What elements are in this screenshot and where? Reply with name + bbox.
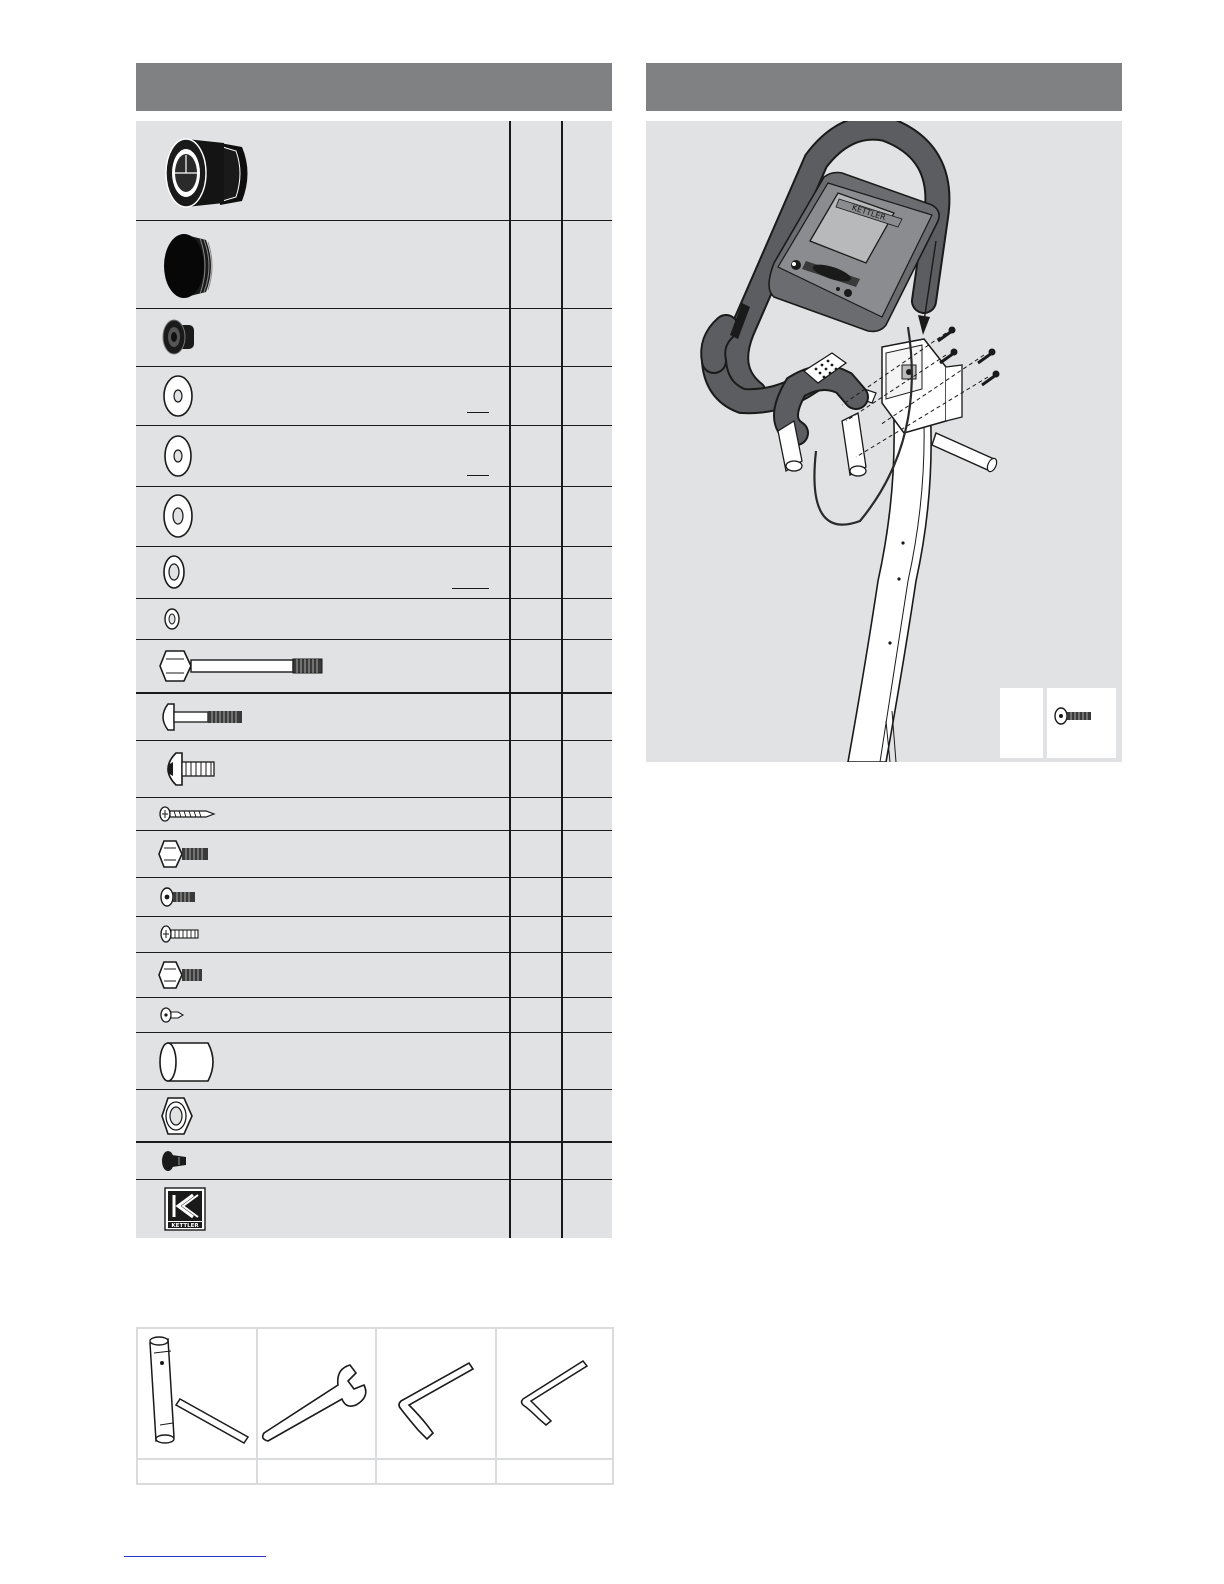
parts-list-row [136, 1089, 612, 1141]
parts-list-row [136, 692, 612, 740]
variant-box [467, 396, 489, 413]
open-end-wrench-icon [258, 1329, 375, 1458]
console-brand-text: KETTLER [850, 202, 887, 223]
parts-list-row [136, 546, 612, 598]
socket-wrench-icon [138, 1329, 256, 1458]
tool-cell [138, 1329, 256, 1458]
lock-nut-icon [158, 1096, 198, 1136]
allen-key-small-icon [497, 1329, 612, 1458]
parts-list-table [136, 121, 612, 1238]
parts-list-row [136, 830, 612, 877]
small-screw-icon [158, 1004, 188, 1026]
inset-quantity-box [1000, 688, 1043, 758]
rivet-icon [158, 1149, 194, 1173]
countersunk-screw-icon [1047, 688, 1116, 758]
end-cap-large-icon [158, 131, 258, 215]
phillips-screw-icon [158, 923, 202, 945]
hex-bolt-short-icon [158, 960, 206, 990]
assembly-step-header [646, 63, 1122, 111]
washer-icon [158, 552, 198, 592]
parts-list-row [136, 220, 612, 308]
small-washer-icon [158, 606, 188, 632]
parts-list-row [136, 366, 612, 425]
parts-list-row [136, 916, 612, 952]
parts-list-row [136, 425, 612, 486]
parts-list-row [136, 598, 612, 639]
hex-bolt-icon [158, 839, 212, 869]
parts-list-row [136, 1032, 612, 1089]
parts-list-header [136, 63, 612, 111]
parts-list-row [136, 121, 612, 220]
spacer-sleeve-icon [158, 1040, 220, 1084]
wood-screw-icon [158, 805, 218, 823]
round-cap-black-icon [158, 230, 228, 302]
socket-screw-icon [158, 885, 202, 909]
variant-box [467, 459, 489, 476]
button-head-screw-icon [158, 749, 218, 789]
tool-cell [377, 1329, 495, 1458]
tool-label-divider [138, 1458, 612, 1460]
long-hex-bolt-icon [158, 648, 328, 684]
tool-cell [258, 1329, 375, 1458]
inset-part-box [1047, 688, 1116, 758]
washer-icon [158, 433, 198, 479]
tools-panel [136, 1327, 614, 1485]
parts-list-row [136, 797, 612, 830]
parts-list-row [136, 1141, 612, 1179]
kettler-logo-text: KETTLER [171, 1223, 199, 1229]
small-plug-icon [158, 317, 208, 359]
parts-list-row [136, 308, 612, 366]
parts-list-row [136, 952, 612, 997]
parts-list-row [136, 639, 612, 692]
tool-cell [497, 1329, 612, 1458]
kettler-logo-icon [164, 1187, 206, 1231]
variant-box [452, 572, 489, 589]
footer-link-underline[interactable] [124, 1556, 266, 1557]
parts-list-row [136, 997, 612, 1032]
washer-icon [158, 372, 198, 420]
washer-large-icon [158, 493, 198, 539]
parts-list-row [136, 1179, 612, 1238]
parts-list-row [136, 740, 612, 797]
parts-list-row [136, 877, 612, 916]
carriage-bolt-icon [158, 702, 248, 732]
assembly-illustration [646, 121, 1122, 762]
allen-key-large-icon [377, 1329, 495, 1458]
parts-list-row [136, 486, 612, 546]
